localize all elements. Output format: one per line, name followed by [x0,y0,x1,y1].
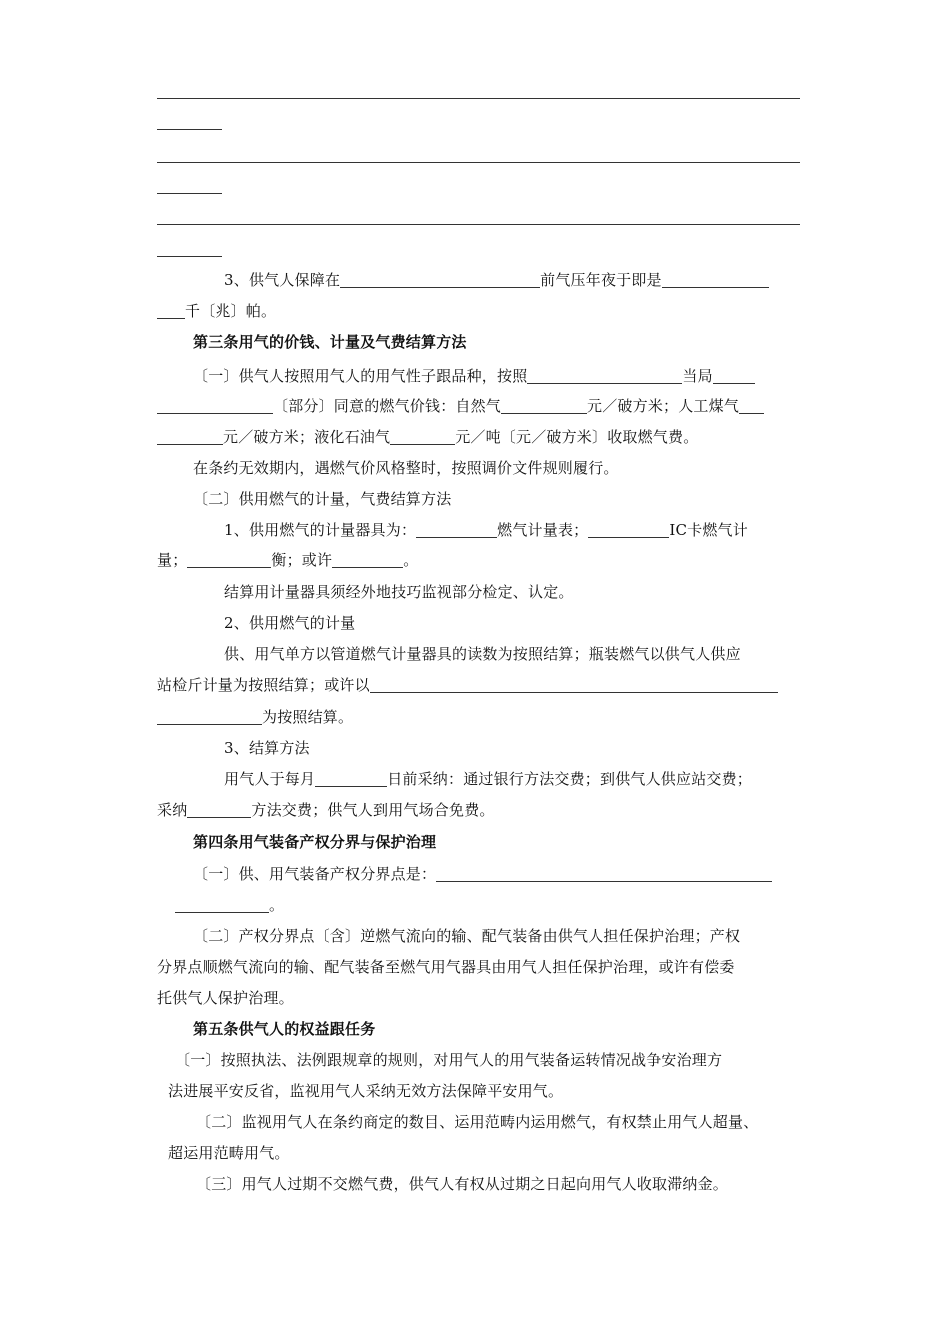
art3-p6: 2、供用燃气的计量 [224,614,356,632]
text: 衡；或许 [271,551,333,569]
blank-field [332,552,403,568]
text: 。 [269,896,285,914]
blank-field [436,866,772,882]
blank-field [340,272,540,288]
blank-field [370,677,778,693]
blank-field [157,429,223,445]
text: 为按照结算。 [262,708,354,726]
blank-line [157,193,222,194]
blank-field [527,368,682,384]
blank-field [315,771,387,787]
blank-field [157,398,273,414]
blank-field [187,802,251,818]
article-4-heading: 第四条用气装备产权分界与保护治理 [193,833,437,851]
art3-p7-line-3 [157,707,353,727]
art5-p3: 〔三〕用气人过期不交燃气费，供气人有权从过期之日起向用气人收取滞纳金。 [196,1175,729,1193]
blank-field [187,552,271,568]
text: 〔部分〕同意的燃气价钱：自然气 [273,397,502,415]
art4-p1-line-1 [193,864,772,884]
text: 采纳 [157,801,188,819]
guarantee-text-2: 千〔兆〕帕。 [185,302,277,320]
article-3-heading: 第三条用气的价钱、计量及气费结算方法 [193,333,467,351]
blank-line [157,98,800,99]
text: 〔一〕供气人按照用气人的用气性子跟品种，按照 [193,367,528,385]
art3-p2: 在条约无效期内，遇燃气价风格整时，按照调价文件规则履行。 [193,459,619,477]
art3-p3: 〔二〕供用燃气的计量，气费结算方法 [193,490,452,508]
art4-p2-line-1: 〔二〕产权分界点〔含〕逆燃气流向的输、配气装备由供气人担任保护治理；产权 [193,927,741,945]
text: 。 [403,551,419,569]
blank-field [390,429,455,445]
text: 用气人于每月 [224,770,316,788]
article-5-heading: 第五条供气人的权益跟任务 [193,1020,376,1038]
art3-p1-line-1 [193,366,755,386]
guarantee-line-2 [157,301,276,321]
text: 元／吨〔元／破方米〕收取燃气费。 [455,428,699,446]
text: 元／破方米；液化石油气 [223,428,391,446]
guarantee-text-1b: 前气压年夜于即是 [540,271,662,289]
blank-field [157,303,185,319]
text: 元／破方米；人工煤气 [587,397,740,415]
art4-p2-line-3: 托供气人保护治理。 [157,989,294,1007]
guarantee-text-1: 3、供气人保障在 [224,271,341,289]
blank-field [501,398,587,414]
art3-p4-line-1 [224,520,748,540]
art5-p1-line-1: 〔一〕按照执法、法例跟规章的规则，对用气人的用气装备运转情况战争安治理方 [175,1051,723,1069]
art3-p1-line-3 [157,427,698,447]
art3-p1-line-2 [157,396,764,416]
blank-field [157,709,262,725]
blank-field [662,272,769,288]
guarantee-line-1 [224,270,769,290]
text: 站检斤计量为按照结算；或许以 [157,676,370,694]
art3-p7-line-2 [157,675,778,695]
art5-p2-line-2: 超运用范畴用气。 [168,1144,290,1162]
text: 1、供用燃气的计量器具为： [224,521,417,539]
art4-p1-line-2 [175,895,284,915]
text: 量； [157,551,188,569]
blank-field [416,522,497,538]
blank-field [588,522,669,538]
art4-p2-line-2: 分界点顺燃气流向的输、配气装备至燃气用气器具由用气人担任保护治理，或许有偿委 [157,958,735,976]
blank-line [157,224,800,225]
art5-p2-line-1: 〔二〕监视用气人在条约商定的数目、运用范畴内运用燃气，有权禁止用气人超量、 [196,1113,759,1131]
art3-p7-line-1: 供、用气单方以管道燃气计量器具的读数为按照结算；瓶装燃气以供气人供应 [224,645,741,663]
text: 方法交费；供气人到用气场合免费。 [251,801,495,819]
art3-p5: 结算用计量器具须经外地技巧监视部分检定、认定。 [224,583,574,601]
art3-p8: 3、结算方法 [224,739,310,757]
blank-line [157,129,222,130]
text: 当局 [682,367,713,385]
text: 〔一〕供、用气装备产权分界点是： [193,865,437,883]
blank-field [713,368,755,384]
blank-line [157,256,222,257]
text: 燃气计量表； [497,521,589,539]
art3-p9-line-2 [157,800,495,820]
art3-p9-line-1 [224,769,752,789]
blank-field [739,398,764,414]
text: IC卡燃气计 [669,521,748,539]
art5-p1-line-2: 法进展平安反省，监视用气人采纳无效方法保障平安用气。 [168,1082,564,1100]
blank-field [175,897,269,913]
blank-line [157,162,800,163]
text: 日前采纳：通过银行方法交费；到供气人供应站交费； [387,770,753,788]
art3-p4-line-2 [157,550,418,570]
